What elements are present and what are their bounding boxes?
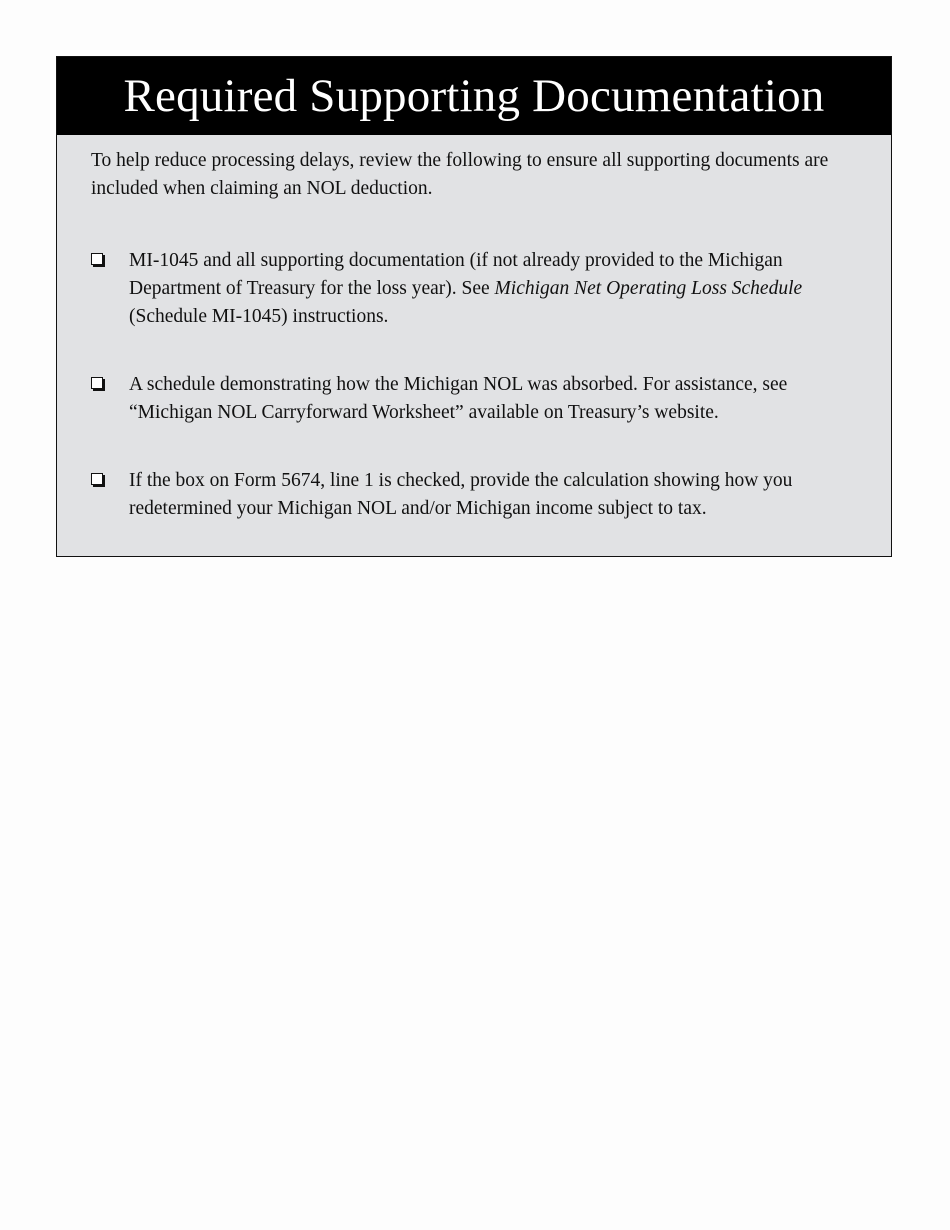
checklist-item-text: If the box on Form 5674, line 1 is checked, provide the calculation showing how you redetermined your Michigan NOL and/or Michigan income subject to tax. — [129, 470, 793, 519]
checklist-item-mi1045 — [91, 247, 861, 331]
checklist-item-nol-schedule — [91, 371, 861, 427]
intro-text: To help reduce processing delays, review the following to ensure all supporting documents are included when claiming an NOL deduction. — [91, 150, 829, 199]
supporting-documentation-panel — [56, 56, 892, 557]
checklist-item-form5674 — [91, 467, 861, 523]
panel-title: Required Supporting Documentation — [57, 57, 891, 135]
checklist-item-text: A schedule demonstrating how the Michigan NOL was absorbed. For assistance, see “Michigan NOL Carryforward Worksheet” available on Treasury’s website. — [129, 374, 788, 423]
checkbox-icon[interactable] — [91, 377, 103, 389]
checkbox-icon[interactable] — [91, 253, 103, 265]
checklist-item-text: MI-1045 and all supporting documentation (if not already provided to the Michigan Department of Treasury for the loss year). See Michigan Net Operating Loss Schedule (Schedule MI-1045) instructions. — [129, 250, 803, 327]
checkbox-icon[interactable] — [91, 473, 103, 485]
schedule-title-italic: Michigan Net Operating Loss Schedule — [494, 278, 803, 299]
